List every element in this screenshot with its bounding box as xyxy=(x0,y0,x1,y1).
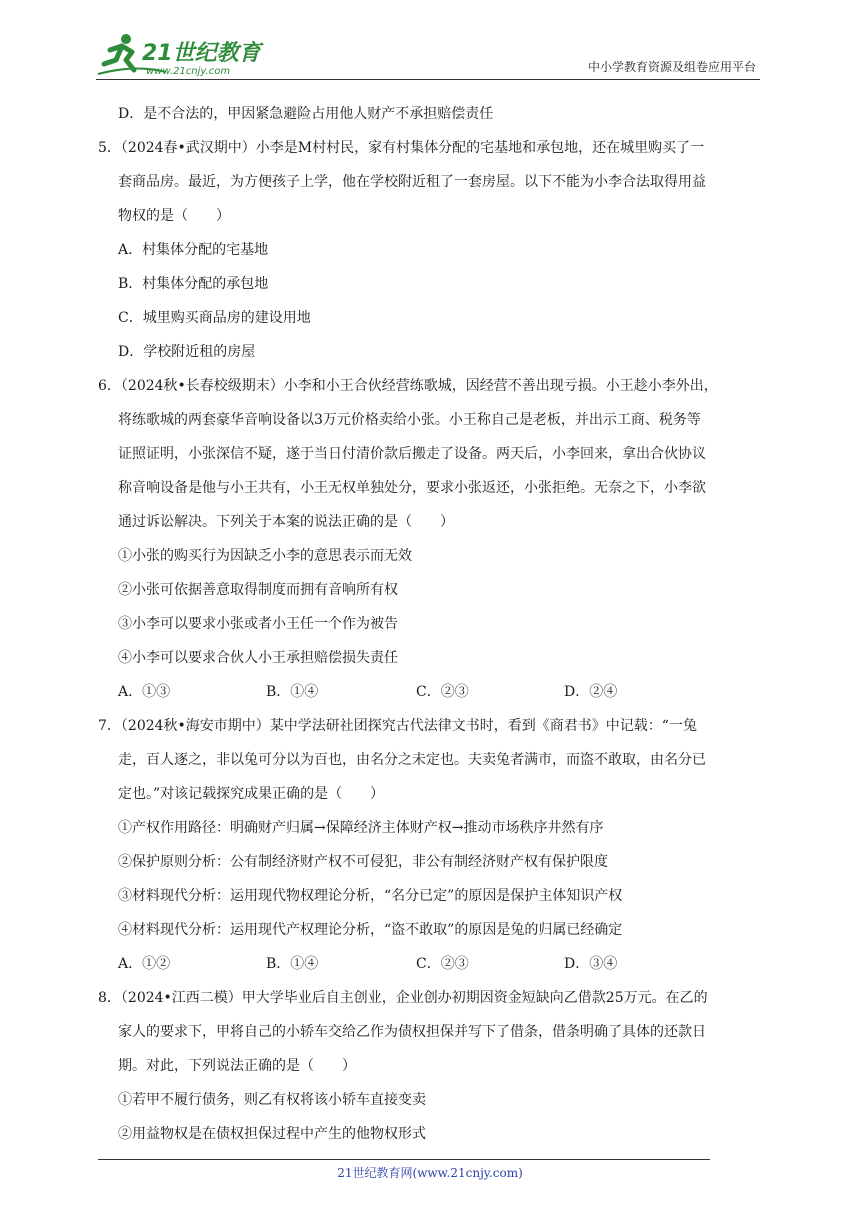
q7-choice-c: C．②③ xyxy=(416,956,469,972)
q5-option-a: A．村集体分配的宅基地 xyxy=(118,242,269,258)
q6-stem-line-5: 通过诉讼解决。下列关于本案的说法正确的是（ ） xyxy=(118,514,454,530)
q6-statement-3: ③小李可以要求小张或者小王任一个作为被告 xyxy=(118,616,398,632)
header-divider xyxy=(96,79,760,80)
q7-statement-1: ①产权作用路径：明确财产归属→保障经济主体财产权→推动市场秩序井然有序 xyxy=(118,820,604,836)
q7-stem-line-3: 定也。”对该记载探究成果正确的是（ ） xyxy=(118,786,385,802)
logo-text: 21世纪教育 xyxy=(142,41,261,66)
q8-stem-line-1: 8．（2024•江西二模）甲大学毕业后自主创业，企业创办初期因资金短缺向乙借款25万元。在乙的 xyxy=(98,990,708,1006)
q7-stem-line-2: 走，百人逐之，非以兔可分以为百也，由名分之未定也。夫卖兔者满市，而盗不敢取，由名分已 xyxy=(118,752,706,768)
q7-choice-b: B．①④ xyxy=(266,956,319,972)
q5-option-d: D．学校附近租的房屋 xyxy=(118,344,256,360)
q4-option-d: D．是不合法的，甲因紧急避险占用他人财产不承担赔偿责任 xyxy=(118,106,494,122)
q8-statement-2: ②用益物权是在债权担保过程中产生的他物权形式 xyxy=(118,1126,426,1142)
q6-stem-line-4: 称音响设备是他与小王共有，小王无权单独处分，要求小张返还，小张拒绝。无奈之下，小李欲 xyxy=(118,480,706,496)
q7-statement-4: ④材料现代分析：运用现代产权理论分析，“盗不敢取”的原因是兔的归属已经确定 xyxy=(118,922,623,938)
q6-stem-line-3: 证照证明，小张深信不疑，遂于当日付清价款后搬走了设备。两天后，小李回来，拿出合伙协议 xyxy=(118,446,706,462)
q6-choice-b: B．①④ xyxy=(266,684,319,700)
q6-statement-1: ①小张的购买行为因缺乏小李的意思表示而无效 xyxy=(118,548,412,564)
q6-stem-line-2: 将练歌城的两套豪华音响设备以3万元价格卖给小张。小王称自己是老板，并出示工商、税务等 xyxy=(118,412,701,428)
q5-stem-line-1: 5．（2024春•武汉期中）小李是M村村民，家有村集体分配的宅基地和承包地，还在城里购买了一 xyxy=(98,140,705,156)
platform-title: 中小学教育资源及组卷应用平台 xyxy=(587,60,756,74)
q6-choice-c: C．②③ xyxy=(416,684,469,700)
q8-statement-1: ①若甲不履行债务，则乙有权将该小轿车直接变卖 xyxy=(118,1092,426,1108)
q7-choice-d: D．③④ xyxy=(564,956,618,972)
q8-stem-line-2: 家人的要求下，甲将自己的小轿车交给乙作为债权担保并写下了借条，借条明确了具体的还款日 xyxy=(118,1024,706,1040)
q5-stem-line-2: 套商品房。最近，为方便孩子上学，他在学校附近租了一套房屋。以下不能为小李合法取得用益 xyxy=(118,174,706,190)
site-logo[interactable] xyxy=(96,30,276,78)
footer-divider xyxy=(98,1159,710,1160)
q5-option-b: B．村集体分配的承包地 xyxy=(118,276,269,292)
q5-option-c: C．城里购买商品房的建设用地 xyxy=(118,310,311,326)
page-header xyxy=(96,28,760,80)
q7-stem-line-1: 7．（2024秋•海安市期中）某中学法研社团探究古代法律文书时，看到《商君书》中记载：“一兔 xyxy=(98,718,697,734)
q6-statement-4: ④小李可以要求合伙人小王承担赔偿损失责任 xyxy=(118,650,398,666)
q7-statement-2: ②保护原则分析：公有制经济财产权不可侵犯，非公有制经济财产权有保护限度 xyxy=(118,854,608,870)
q6-choice-d: D．②④ xyxy=(564,684,618,700)
q6-choice-a: A．①③ xyxy=(118,684,171,700)
logo-url: www.21cnjy.com xyxy=(146,66,231,77)
q6-stem-line-1: 6．（2024秋•长春校级期末）小李和小王合伙经营练歌城，因经营不善出现亏损。小王趁小李外出， xyxy=(98,378,718,394)
q5-stem-line-3: 物权的是（ ） xyxy=(118,208,230,224)
q7-statement-3: ③材料现代分析：运用现代物权理论分析，“名分已定”的原因是保护主体知识产权 xyxy=(118,888,623,904)
q7-choice-a: A．①② xyxy=(118,956,171,972)
footer-link[interactable]: 21世纪教育网(www.21cnjy.com) xyxy=(337,1166,523,1180)
q8-stem-line-3: 期。对此，下列说法正确的是（ ） xyxy=(118,1058,356,1074)
q6-statement-2: ②小张可依据善意取得制度而拥有音响所有权 xyxy=(118,582,398,598)
runner-logo-icon xyxy=(96,30,276,78)
